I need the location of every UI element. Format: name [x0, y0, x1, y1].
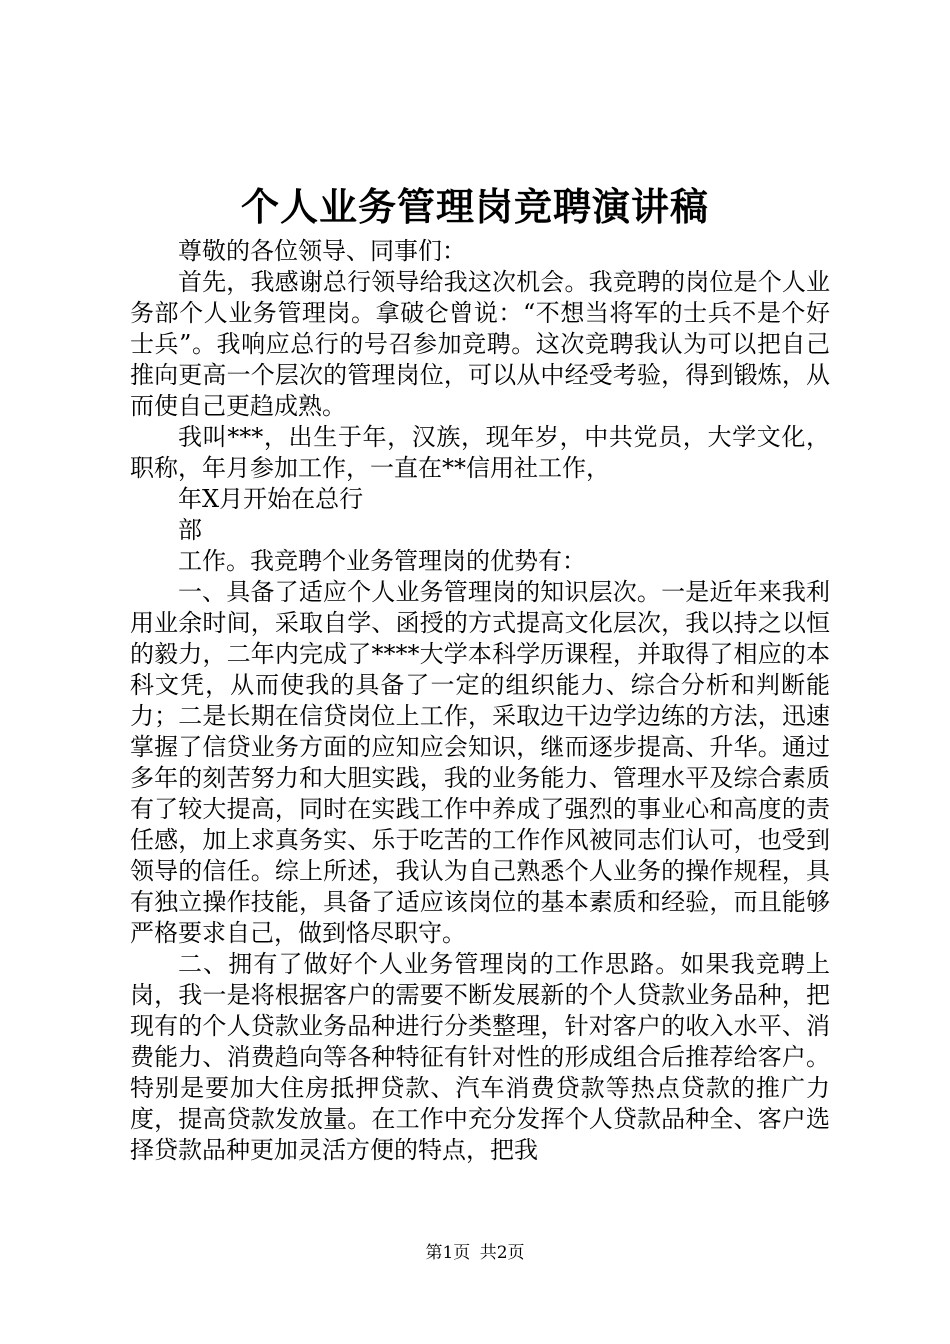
- paragraph-personal-info: 我叫***，出生于年，汉族，现年岁，中共党员，大学文化，职称，年月参加工作，一直在**信用社工作，: [130, 423, 830, 482]
- paragraph-intro: 首先，我感谢总行领导给我这次机会。我竞聘的岗位是个人业务部个人业务管理岗。拿破仑曾说：“不想当将军的士兵不是个好士兵”。我响应总行的号召参加竞聘。这次竞聘我认为可以把自己推向更高一个层次的管理岗位，可以从中经受考验，得到锻炼，从而使自己更趋成熟。: [130, 268, 830, 420]
- page-footer: [0, 1241, 950, 1265]
- page-number: 第1页: [425, 1243, 471, 1263]
- paragraph-advantage-one: 一、具备了适应个人业务管理岗的知识层次。一是近年来我利用业余时间，采取自学、函授的方式提高文化层次，我以持之以恒的毅力，二年内完成了****大学本科学历课程，并取得了相应的本科文凭，从而使我的具备了一定的组织能力、综合分析和判断能力；二是长期在信贷岗位上工作，采取边干边学边练的方法，迅速掌握了信贷业务方面的应知应会知识，继而逐步提高、升华。通过多年的刻苦努力和大胆实践，我的业务能力、管理水平及综合素质有了较大提高，同时在实践工作中养成了强烈的事业心和高度的责任感，加上求真务实、乐于吃苦的工作作风被同志们认可，也受到领导的信任。综上所述，我认为自己熟悉个人业务的操作规程，具有独立操作技能，具备了适应该岗位的基本素质和经验，而且能够严格要求自己，做到恪尽职守。: [130, 578, 830, 947]
- paragraph-department: 部: [178, 516, 202, 544]
- paragraph-advantages-lead: 工作。我竞聘个业务管理岗的优势有：: [178, 547, 586, 575]
- paragraph-salutation: 尊敬的各位领导、同事们：: [178, 237, 466, 265]
- paragraph-advantage-two: 二、拥有了做好个人业务管理岗的工作思路。如果我竞聘上岗，我一是将根据客户的需要不断发展新的个人贷款业务品种，把现有的个人贷款业务品种进行分类整理，针对客户的收入水平、消费能力、消费趋向等各种特征有针对性的形成组合后推荐给客户。特别是要加大住房抵押贷款、汽车消费贷款等热点贷款的推广力度，提高贷款发放量。在工作中充分发挥个人贷款品种全、客户选择贷款品种更加灵活方便的特点，把我: [130, 950, 830, 1164]
- page-total: 共2页: [479, 1243, 525, 1263]
- document-body: [130, 236, 830, 1166]
- paragraph-start-date: 年X月开始在总行: [178, 485, 364, 513]
- document-title: 个人业务管理岗竞聘演讲稿: [240, 184, 709, 229]
